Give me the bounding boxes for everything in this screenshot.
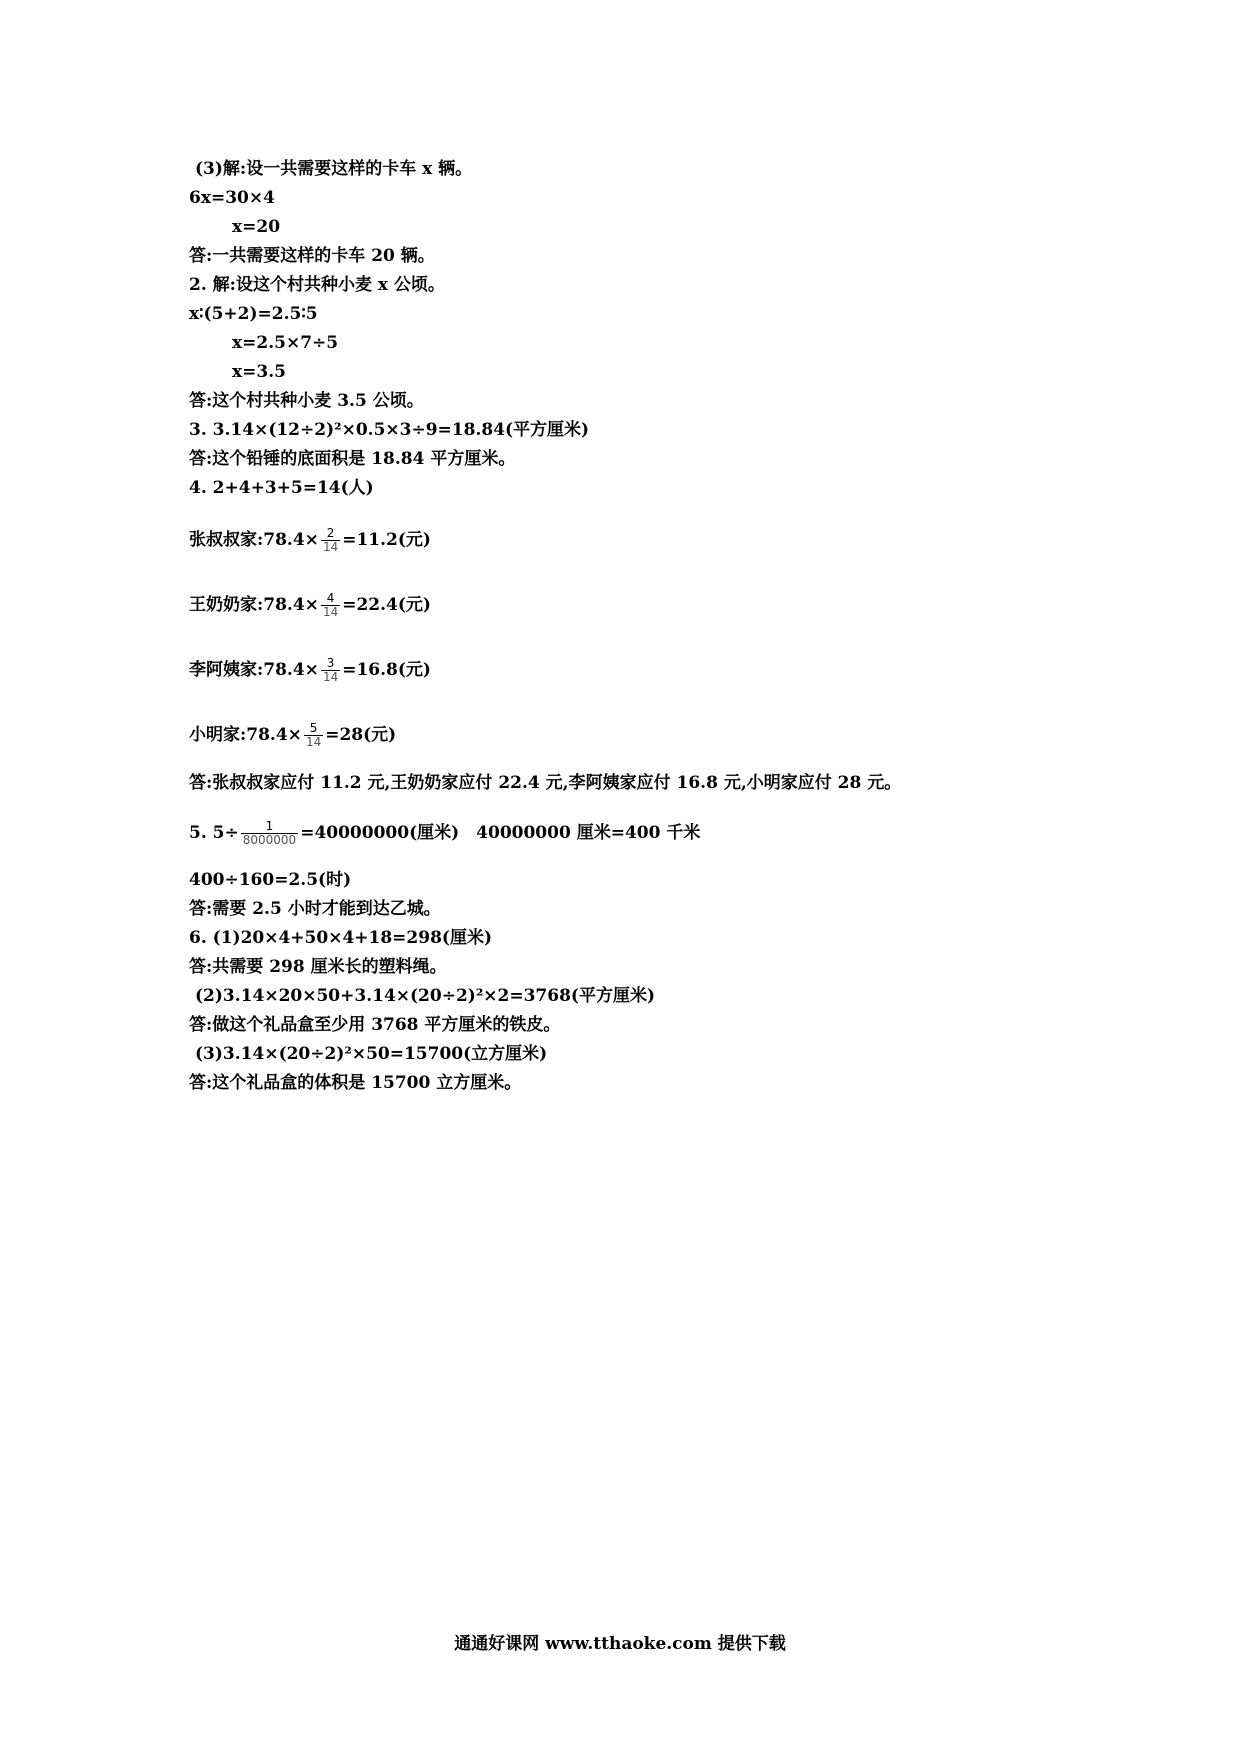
fraction-numerator: 3 xyxy=(321,657,340,671)
answer-line: 答:需要 2.5 小时才能到达乙城。 xyxy=(189,899,441,919)
fraction-numerator: 4 xyxy=(321,592,340,606)
equation-line: 6x=30×4 xyxy=(189,188,275,208)
question-5-equation xyxy=(189,820,700,847)
fraction-numerator: 2 xyxy=(321,527,340,541)
equation-line: x=20 xyxy=(232,217,281,237)
fraction xyxy=(321,527,340,554)
answer-line: 答:共需要 298 厘米长的塑料绳。 xyxy=(189,957,447,977)
fraction xyxy=(321,592,340,619)
question-6-2-equation: (2)3.14×20×50+3.14×(20÷2)²×2=3768(平方厘米) xyxy=(195,986,655,1006)
fraction-denominator: 8000000 xyxy=(242,833,297,847)
equation-line: 400÷160=2.5(时) xyxy=(189,870,352,890)
fraction-line-wang xyxy=(189,592,431,619)
fraction-line-zhang xyxy=(189,527,431,554)
fraction-line-li xyxy=(189,657,431,684)
fraction-prefix: 李阿姨家:78.4× xyxy=(189,660,319,680)
fraction-prefix: 王奶奶家:78.4× xyxy=(189,595,319,615)
fraction-suffix: =11.2(元) xyxy=(342,530,431,550)
question-4-equation: 4. 2+4+3+5=14(人) xyxy=(189,478,374,498)
equation-line: x=2.5×7÷5 xyxy=(232,333,339,353)
question-6-1-equation: 6. (1)20×4+50×4+18=298(厘米) xyxy=(189,928,493,948)
fraction-denominator: 14 xyxy=(322,605,339,619)
answer-3-3-setup: (3)解:设一共需要这样的卡车 x 辆。 xyxy=(195,159,473,179)
question-2-setup: 2. 解:设这个村共种小麦 x 公顷。 xyxy=(189,275,445,295)
fraction-prefix: 张叔叔家:78.4× xyxy=(189,530,319,550)
fraction-suffix: =40000000(厘米) 40000000 厘米=400 千米 xyxy=(300,823,701,843)
fraction xyxy=(241,820,298,847)
fraction-denominator: 14 xyxy=(322,670,339,684)
answer-line: 答:张叔叔家应付 11.2 元,王奶奶家应付 22.4 元,李阿姨家应付 16.8 元,小明家应付 28 元。 xyxy=(189,773,902,793)
question-3-equation: 3. 3.14×(12÷2)²×0.5×3÷9=18.84(平方厘米) xyxy=(189,420,590,440)
fraction-prefix: 小明家:78.4× xyxy=(189,725,302,745)
fraction-suffix: =16.8(元) xyxy=(342,660,431,680)
fraction-denominator: 14 xyxy=(305,735,322,749)
fraction-suffix: =28(元) xyxy=(325,725,397,745)
answer-line: 答:这个铅锤的底面积是 18.84 平方厘米。 xyxy=(189,449,516,469)
footer-watermark: 通通好课网 www.tthaoke.com 提供下载 xyxy=(454,1634,786,1654)
answer-line: 答:这个礼品盒的体积是 15700 立方厘米。 xyxy=(189,1073,522,1093)
equation-line: x=3.5 xyxy=(232,362,286,382)
answer-line: 答:一共需要这样的卡车 20 辆。 xyxy=(189,246,435,266)
answer-line: 答:这个村共种小麦 3.5 公顷。 xyxy=(189,391,424,411)
fraction-denominator: 14 xyxy=(322,540,339,554)
fraction xyxy=(321,657,340,684)
fraction xyxy=(304,722,323,749)
fraction-suffix: =22.4(元) xyxy=(342,595,431,615)
answer-line: 答:做这个礼品盒至少用 3768 平方厘米的铁皮。 xyxy=(189,1015,561,1035)
fraction-prefix: 5. 5÷ xyxy=(189,823,239,843)
fraction-numerator: 5 xyxy=(304,722,323,736)
question-6-3-equation: (3)3.14×(20÷2)²×50=15700(立方厘米) xyxy=(195,1044,548,1064)
fraction-line-xiaoming xyxy=(189,722,396,749)
fraction-numerator: 1 xyxy=(241,820,298,834)
equation-line: x∶(5+2)=2.5∶5 xyxy=(189,304,318,324)
